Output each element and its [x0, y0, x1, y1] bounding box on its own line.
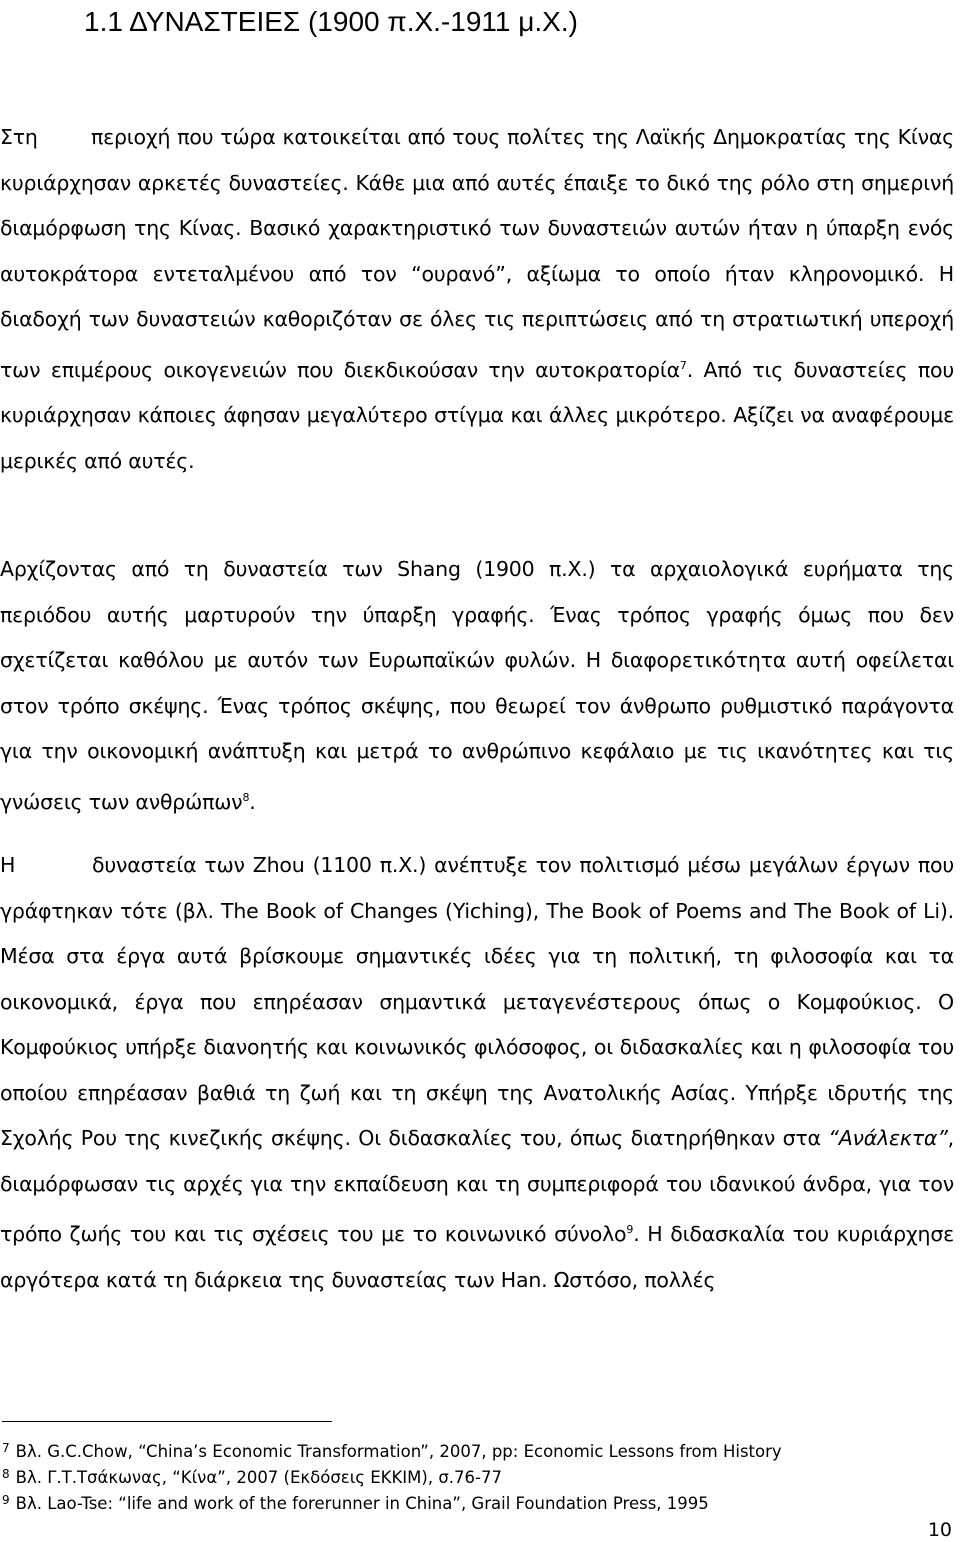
footnote-separator [2, 1421, 332, 1422]
footnote-prefix: Βλ. Γ.Τ.Τσάκωνας, [15, 1468, 173, 1487]
footnote-title: “ life and work of the forerunner in China ” [118, 1494, 461, 1513]
paragraph-text: δυναστεία των Zhou (1100 π.Χ.) ανέπτυξε τον πολιτισμό μέσω μεγάλων έργων που γράφτηκαν τότε (βλ. The Book of Changes (Yiching), The Book of Poems and The Book of Li). Μέσα στα έργα αυτά βρίσκουμε σημαντικές ιδέες για τη πολιτική, τη φιλοσοφία και τα οικονομικά, έργα που επηρέασαν σημαντικά μεταγενέστερους όπως ο Κομφούκιος. Ο Κομφούκιος υπήρξε διανοητής και κοινωνικός φιλόσοφος, οι διδασκαλίες και η φιλοσοφία του οποίου επηρέασαν βαθιά τη ζωή και τη σκέψη της Ανατολικής Ασίας. Υπήρξε ιδρυτής της Σχολής Ρου της κινεζικής σκέψης. Οι διδασκαλίες του, όπως διατηρήθηκαν στα [0, 853, 954, 1150]
paragraph-text-tail: . [249, 789, 256, 814]
footnote-prefix: Βλ. Lao-Tse: [15, 1494, 119, 1513]
footnote-9 [2, 1488, 709, 1516]
footnote-suffix: , 2007 (Εκδόσεις ΕΚΚΙΜ), σ.76-77 [225, 1468, 502, 1487]
paragraph-text: περιοχή που τώρα κατοικείται από τους πολίτες της Λαϊκής Δημοκρατίας της Κίνας κυριάρχησαν αρκετές δυναστείες. Κάθε μια από αυτές έπαιξε το δικό της ρόλο στη σημερινή διαμόρφωση της Κίνας. Βασικό χαρακτηριστικό των δυναστειών αυτών ήταν η ύπαρξη ενός αυτοκράτορα εντεταλμένου από τον “ουρανό”, αξίωμα το οποίο ήταν κληρονομικό. Η διαδοχή των δυναστειών καθοριζόταν σε όλες τις περιπτώσεις από τη στρατιωτική υπεροχή των επιμέρους οικογενειών που διεκδικούσαν την αυτοκρατορία [0, 125, 954, 382]
footnote-ref-7[interactable]: 7 [679, 358, 687, 372]
paragraph-indent-lead: Στη [0, 125, 38, 149]
footnote-number: 7 [2, 1441, 10, 1455]
paragraph-indent-lead: Αρχίζοντας [0, 557, 117, 581]
footnote-title: “ Κίνα ” [172, 1468, 226, 1487]
paragraph-text-tail: . Από τις δυναστείες που κυριάρχησαν κάποιες άφησαν μεγαλύτερο στίγμα και άλλες μικρότερο. Αξίζει να αναφέρουμε μερικές από αυτές. [0, 357, 954, 473]
section-heading: 1.1 ΔΥΝΑΣΤΕΙΕΣ (1900 π.Χ.-1911 μ.Χ.) [84, 6, 578, 37]
footnote-suffix: , Grail Foundation Press, 1995 [460, 1494, 709, 1513]
footnote-ref-9[interactable]: 9 [626, 1223, 634, 1236]
footnote-number: 9 [2, 1493, 10, 1507]
footnote-7 [2, 1436, 782, 1464]
paragraph-indent-lead: Η [0, 853, 16, 877]
footnote-prefix: Βλ. G.C.Chow, [15, 1442, 139, 1461]
paragraph-zhou-dynasty [0, 843, 954, 1303]
paragraph-text: από τη δυναστεία των Shang (1900 π.Χ.) τα αρχαιολογικά ευρήματα της περιόδου αυτής μαρτυρούν την ύπαρξη γραφής. Ένας τρόπος γραφής όμως που δεν σχετίζεται καθόλου με αυτόν των Ευρωπαϊκών φυλών. Η διαφορετικότητα αυτή οφείλεται στον τρόπο σκέψης. Ένας τρόπος σκέψης, που θεωρεί τον άνθρωπο ρυθμιστικό παράγοντα για την οικονομική ανάπτυξη και μετρά το ανθρώπινο κεφάλαιο με τις ικανότητες και τις γνώσεις των ανθρώπων [0, 557, 954, 814]
footnote-suffix: , 2007, pp: Economic Lessons from History [428, 1442, 782, 1461]
footnote-8 [2, 1462, 502, 1490]
paragraph-dynasties-intro [0, 115, 954, 484]
paragraph-shang-dynasty [0, 547, 954, 825]
book-title-analects: “ Ανάλεκτα ” [828, 1126, 947, 1150]
paragraph-text: , διαμόρφωσαν τις αρχές για την εκπαίδευση και τη συμπεριφορά του ιδανικού άνδρα, για τον τρόπο ζωής του και τις σχέσεις του με το κοινωνικό σύνολο [0, 1126, 954, 1246]
footnote-title: “ China’s Economic Transformation ” [138, 1442, 429, 1461]
footnote-number: 8 [2, 1467, 10, 1481]
paragraph-text-tail: . Η διδασκαλία του κυριάρχησε αργότερα κατά τη διάρκεια της δυναστείας των Han. Ωστόσο, πολλές [0, 1222, 954, 1292]
footnote-ref-8[interactable]: 8 [242, 790, 250, 804]
page-number: 10 [927, 1519, 952, 1541]
